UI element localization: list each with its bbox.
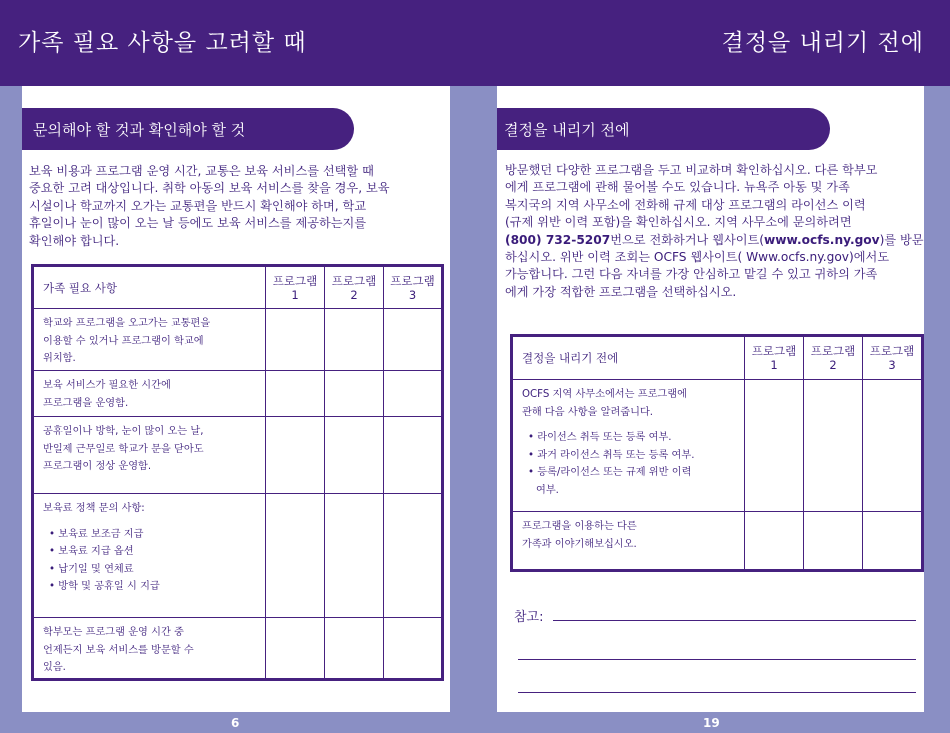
intro-line: 복지국의 지역 사무소에 전화해 규제 대상 프로그램의 라이선스 이력 bbox=[505, 197, 866, 212]
row-description: 공휴일이나 방학, 눈이 많이 오는 날, 반일제 근무일로 학교가 문을 닫아도 프로그램이 정상 운영함. bbox=[33, 417, 266, 494]
intro-line: (규제 위반 이력 포함)을 확인하십시오. 지역 사무소에 문의하려면 bbox=[505, 215, 852, 230]
table-row bbox=[33, 618, 443, 680]
intro-line: 하십시오. 위반 이력 조회는 OCFS 웹사이트( Www.ocfs.ny.gov)에서도 bbox=[505, 250, 890, 265]
intro-line: 에게 프로그램에 관해 물어볼 수도 있습니다. 뉴욕주 아동 및 가족 bbox=[505, 180, 850, 195]
checkbox-cell[interactable] bbox=[266, 494, 325, 618]
intro-line: 가능합니다. 그런 다음 자녀를 가장 안심하고 맡길 수 있고 귀하의 가족 bbox=[505, 267, 878, 282]
checkbox-cell[interactable] bbox=[863, 512, 923, 571]
list-item: • 방학 및 공휴일 시 지급 bbox=[43, 578, 265, 596]
row-description: 프로그램을 이용하는 다른 가족과 이야기해보십시오. bbox=[512, 512, 745, 571]
intro-line: 확인해야 합니다. bbox=[29, 233, 120, 248]
program-1-header: 프로그램 1 bbox=[745, 336, 804, 380]
website-link[interactable]: Www.ocfs.ny.gov bbox=[746, 250, 850, 265]
notes-label: 참고: bbox=[514, 610, 544, 625]
checkbox-cell[interactable] bbox=[745, 512, 804, 571]
intro-line: 보육 비용과 프로그램 운영 시간, 교통은 보육 서비스를 선택할 때 bbox=[29, 164, 374, 178]
list-item: • 보육료 보조금 지급 bbox=[43, 526, 265, 544]
list-item: • 보육료 지급 옵션 bbox=[43, 543, 265, 561]
program-1-header: 프로그램 1 bbox=[266, 266, 325, 309]
left-page bbox=[22, 86, 450, 712]
intro-line: (800) 732-5207번으로 전화하거나 웹사이트(www.ocfs.ny.gov)를 방문 bbox=[505, 232, 924, 247]
table-header-label: 결정을 내리기 전에 bbox=[512, 336, 745, 380]
table-header-row bbox=[33, 266, 443, 309]
family-needs-table bbox=[31, 264, 444, 681]
checkbox-cell[interactable] bbox=[384, 494, 443, 618]
left-section-title: 문의해야 할 것과 확인해야 할 것 bbox=[33, 120, 246, 139]
checkbox-cell[interactable] bbox=[863, 380, 923, 512]
right-page-number: 19 bbox=[703, 716, 720, 730]
decision-table bbox=[510, 334, 924, 572]
table-header-row bbox=[512, 336, 923, 380]
left-page-number: 6 bbox=[231, 716, 240, 730]
table-row bbox=[33, 309, 443, 371]
row-description: 학부모는 프로그램 운영 시간 중 언제든지 보육 서비스를 방문할 수 있음. bbox=[33, 618, 266, 680]
program-2-header: 프로그램 2 bbox=[804, 336, 863, 380]
intro-line: 휴일이나 눈이 많이 오는 날 등에도 보육 서비스를 제공하는지를 bbox=[29, 216, 367, 231]
table-row bbox=[33, 494, 443, 618]
program-3-header: 프로그램 3 bbox=[384, 266, 443, 309]
note-line[interactable] bbox=[553, 620, 916, 621]
right-page bbox=[497, 86, 924, 712]
row-description: 보육 서비스가 필요한 시간에 프로그램을 운영함. bbox=[33, 371, 266, 417]
intro-line: 시설이나 학교까지 오가는 교통편을 반드시 확인해야 하며, 학교 bbox=[29, 198, 367, 213]
right-section-tab bbox=[497, 108, 830, 150]
checkbox-cell[interactable] bbox=[266, 417, 325, 494]
intro-line: 중요한 고려 대상입니다. 취학 아동의 보육 서비스를 찾을 경우, 보육 bbox=[29, 181, 390, 196]
checkbox-cell[interactable] bbox=[804, 512, 863, 571]
checkbox-cell[interactable] bbox=[384, 417, 443, 494]
list-item: • 납기일 및 연체료 bbox=[43, 561, 265, 579]
checkbox-cell[interactable] bbox=[325, 371, 384, 417]
website-link[interactable]: www.ocfs.ny.gov bbox=[764, 232, 880, 247]
table-row bbox=[512, 512, 923, 571]
left-intro-text bbox=[29, 163, 439, 250]
left-page-title: 가족 필요 사항을 고려할 때 bbox=[18, 30, 307, 56]
row-description: 학교와 프로그램을 오고가는 교통편을 이용할 수 있거나 프로그램이 학교에 위치함. bbox=[33, 309, 266, 371]
checkbox-cell[interactable] bbox=[325, 417, 384, 494]
phone-number: (800) 732-5207 bbox=[505, 232, 611, 247]
table-row bbox=[33, 417, 443, 494]
table-header-label: 가족 필요 사항 bbox=[33, 266, 266, 309]
intro-line: 에게 가장 적합한 프로그램을 선택하십시오. bbox=[505, 284, 737, 299]
left-section-tab bbox=[22, 108, 354, 150]
checkbox-cell[interactable] bbox=[325, 618, 384, 680]
list-item: • 등록/라이선스 또는 규제 위반 이력 bbox=[522, 464, 744, 482]
right-section-title: 결정을 내리기 전에 bbox=[504, 120, 630, 139]
row-description: OCFS 지역 사무소에서는 프로그램에 관해 다음 사항을 알려줍니다. • 라이선스 취득 또는 등록 여부. • 과거 라이선스 취득 또는 등록 여부. • 등록/라이선스 또는 규제 위반 이력 여부. bbox=[512, 380, 745, 512]
checkbox-cell[interactable] bbox=[745, 380, 804, 512]
checkbox-cell[interactable] bbox=[384, 309, 443, 371]
row-description: 보육료 정책 문의 사항: • 보육료 보조금 지급 • 보육료 지급 옵션 • 납기일 및 연체료 • 방학 및 공휴일 시 지급 bbox=[33, 494, 266, 618]
right-page-title: 결정을 내리기 전에 bbox=[721, 30, 924, 56]
checkbox-cell[interactable] bbox=[384, 618, 443, 680]
table-row bbox=[33, 371, 443, 417]
table-row bbox=[512, 380, 923, 512]
program-3-header: 프로그램 3 bbox=[863, 336, 923, 380]
checkbox-cell[interactable] bbox=[266, 618, 325, 680]
list-item: • 과거 라이선스 취득 또는 등록 여부. bbox=[522, 447, 744, 465]
note-line[interactable] bbox=[518, 659, 916, 660]
intro-line: 방문했던 다양한 프로그램을 두고 비교하며 확인하십시오. 다른 학부모 bbox=[505, 163, 878, 177]
checkbox-cell[interactable] bbox=[804, 380, 863, 512]
checkbox-cell[interactable] bbox=[384, 371, 443, 417]
checkbox-cell[interactable] bbox=[266, 309, 325, 371]
checkbox-cell[interactable] bbox=[325, 494, 384, 618]
program-2-header: 프로그램 2 bbox=[325, 266, 384, 309]
header-bar bbox=[0, 0, 950, 86]
list-item: • 라이선스 취득 또는 등록 여부. bbox=[522, 429, 744, 447]
right-intro-text bbox=[505, 162, 924, 301]
checkbox-cell[interactable] bbox=[325, 309, 384, 371]
note-line[interactable] bbox=[518, 692, 916, 693]
checkbox-cell[interactable] bbox=[266, 371, 325, 417]
